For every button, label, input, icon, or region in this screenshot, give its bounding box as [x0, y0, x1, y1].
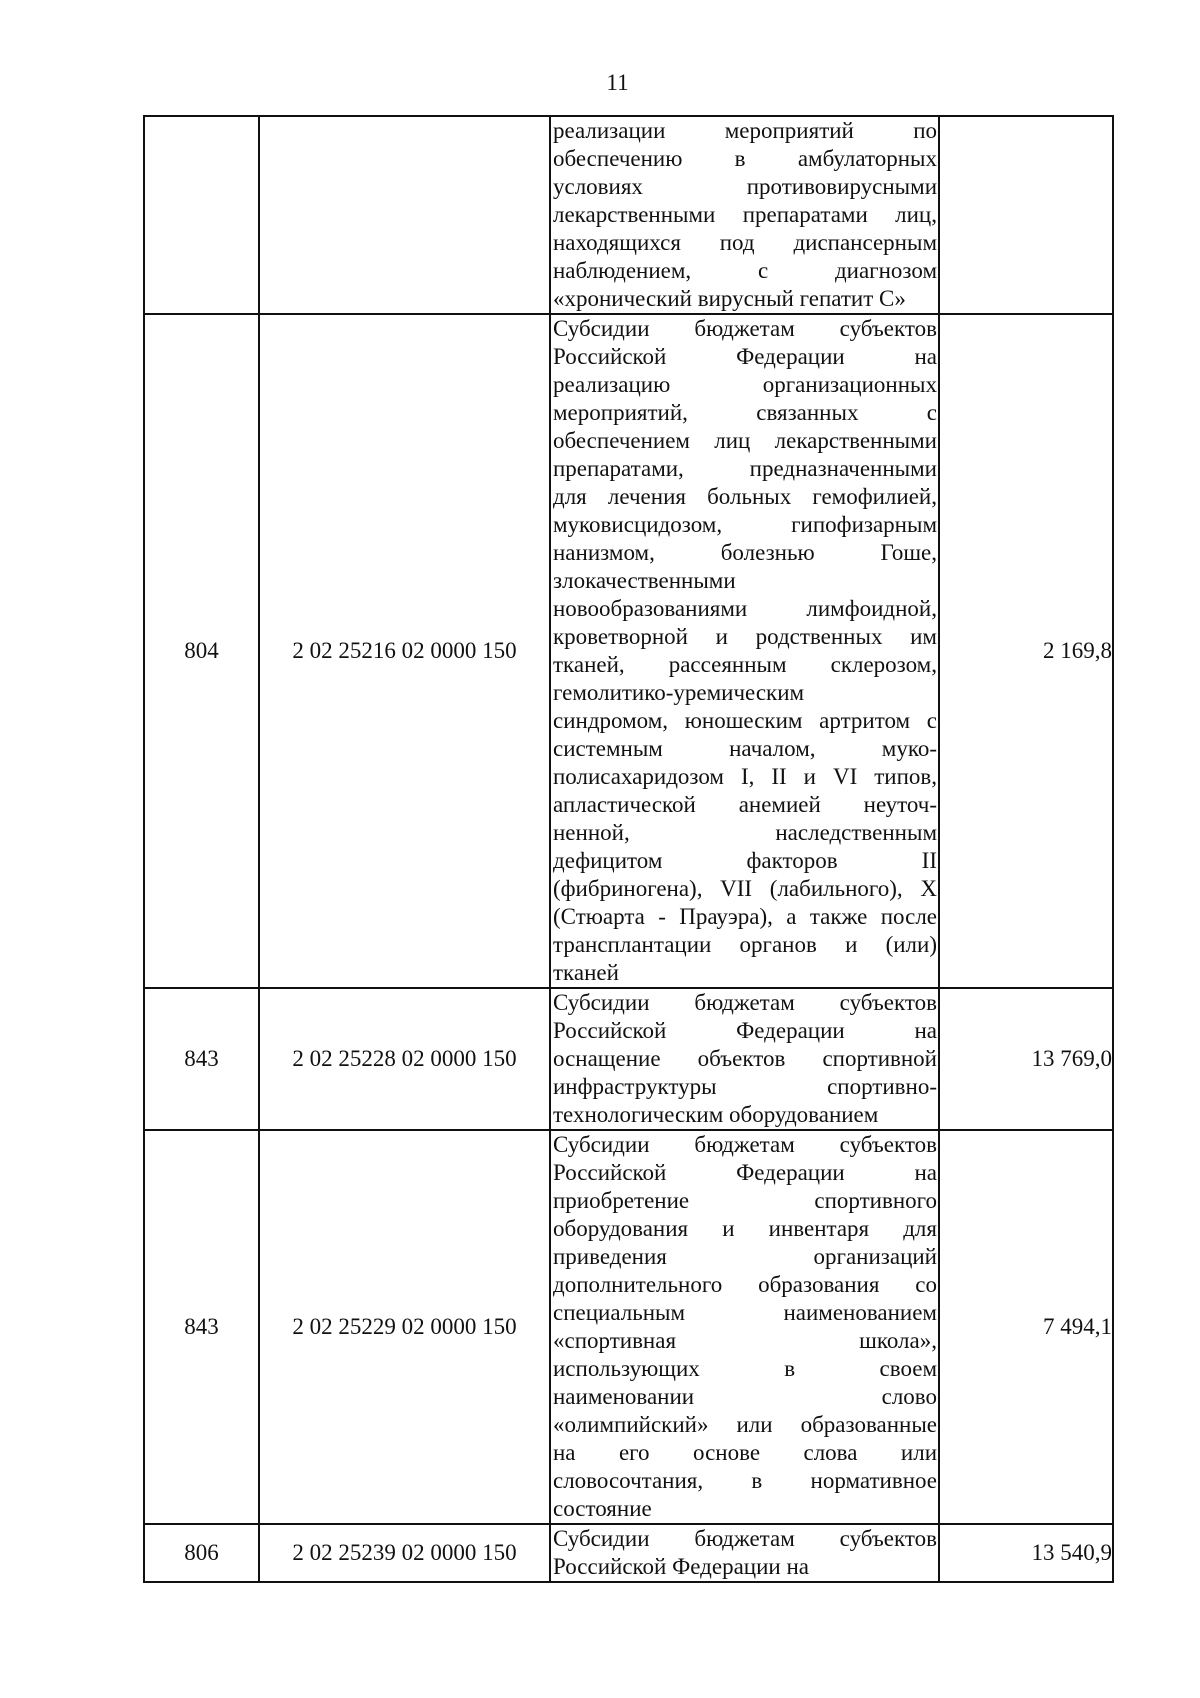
- income-name-line: приведения организаций: [553, 1244, 937, 1269]
- income-name-line: Субсидии бюджетам субъектов: [553, 990, 937, 1015]
- admin-code-cell: [144, 116, 259, 314]
- table-row: [144, 1130, 1113, 1524]
- income-name-line: оборудования и инвентаря для: [553, 1216, 937, 1241]
- income-name-line: тканей: [553, 960, 619, 985]
- admin-code-cell: 804: [144, 314, 259, 988]
- income-name-cell: [550, 314, 939, 988]
- income-name-line: наблюдением, с диагнозом: [553, 258, 937, 283]
- income-name-line: дополнительного образования со: [553, 1272, 937, 1297]
- income-name-line: новообразованиями лимфоидной,: [553, 596, 937, 621]
- amount-cell: 2 169,8: [939, 314, 1113, 988]
- income-name-cell: [550, 988, 939, 1130]
- income-name-line: технологическим оборудованием: [553, 1102, 879, 1127]
- admin-code-cell: 843: [144, 1130, 259, 1524]
- income-name-line: синдромом, юношеским артритом с: [553, 708, 937, 733]
- income-name-line: использующих в своем: [553, 1356, 937, 1381]
- income-name-line: трансплантации органов и (или): [553, 932, 937, 957]
- income-code-cell: 2 02 25216 02 0000 150: [259, 314, 550, 988]
- table-body: [144, 116, 1113, 1582]
- income-name-line: оснащение объектов спортивной: [553, 1046, 937, 1071]
- income-name-line: реализации мероприятий по: [553, 118, 937, 143]
- income-name-line: специальным наименованием: [553, 1300, 937, 1325]
- amount-cell: 7 494,1: [939, 1130, 1113, 1524]
- income-name-line: «спортивная школа»,: [553, 1328, 937, 1353]
- table-row: [144, 1524, 1113, 1582]
- budget-table: [143, 115, 1114, 1583]
- amount-cell: 13 769,0: [939, 988, 1113, 1130]
- income-name-line: Субсидии бюджетам субъектов: [553, 1526, 937, 1551]
- income-name-line: нанизмом, болезнью Гоше,: [553, 540, 937, 565]
- income-name-line: «хронический вирусный гепатит С»: [553, 286, 906, 311]
- income-name-line: на его основе слова или: [553, 1440, 937, 1465]
- income-name-line: злокачественными: [553, 568, 736, 593]
- income-name-line: (Стюарта - Прауэра), а также после: [553, 904, 937, 929]
- income-name-cell: [550, 1524, 939, 1582]
- income-code-cell: 2 02 25239 02 0000 150: [259, 1524, 550, 1582]
- income-name-line: обеспечению в амбулаторных: [553, 146, 937, 171]
- income-name-line: Субсидии бюджетам субъектов: [553, 1132, 937, 1157]
- income-name-line: кроветворной и родственных им: [553, 624, 937, 649]
- page-number: 11: [606, 70, 629, 95]
- table-row: [144, 116, 1113, 314]
- income-name-line: тканей, рассеянным склерозом,: [553, 652, 937, 677]
- income-code-cell: [259, 116, 550, 314]
- income-name-line: «олимпийский» или образованные: [553, 1412, 937, 1437]
- amount-cell: 13 540,9: [939, 1524, 1113, 1582]
- income-name-line: приобретение спортивного: [553, 1188, 937, 1213]
- table-row: [144, 988, 1113, 1130]
- income-name-line: Российской Федерации на: [553, 1554, 809, 1579]
- income-name-line: лекарственными препаратами лиц,: [553, 202, 937, 227]
- income-name-line: Российской Федерации на: [553, 344, 937, 369]
- income-name-line: муковисцидозом, гипофизарным: [553, 512, 937, 537]
- income-name-line: гемолитико-уремическим: [553, 680, 805, 705]
- income-name-line: обеспечением лиц лекарственными: [553, 428, 937, 453]
- income-name-line: реализацию организационных: [553, 372, 937, 397]
- income-name-line: Субсидии бюджетам субъектов: [553, 316, 937, 341]
- income-name-line: полисахаридозом I, II и VI типов,: [553, 764, 937, 789]
- income-name-line: системным началом, муко-: [553, 736, 937, 761]
- table-row: [144, 314, 1113, 988]
- income-name-cell: [550, 116, 939, 314]
- income-name-line: состояние: [553, 1496, 652, 1521]
- income-name-line: словосочтания, в нормативное: [553, 1468, 937, 1493]
- income-name-line: ненной, наследственным: [553, 820, 937, 845]
- income-name-line: препаратами, предназначенными: [553, 456, 937, 481]
- income-name-line: наименовании слово: [553, 1384, 937, 1409]
- income-name-line: инфраструктуры спортивно-: [553, 1074, 937, 1099]
- income-name-line: мероприятий, связанных с: [553, 400, 937, 425]
- income-code-cell: 2 02 25229 02 0000 150: [259, 1130, 550, 1524]
- income-name-line: Российской Федерации на: [553, 1018, 937, 1043]
- income-name-line: Российской Федерации на: [553, 1160, 937, 1185]
- income-code-cell: 2 02 25228 02 0000 150: [259, 988, 550, 1130]
- income-name-line: для лечения больных гемофилией,: [553, 484, 937, 509]
- income-name-line: апластической анемией неуточ-: [553, 792, 937, 817]
- income-name-line: условиях противовирусными: [553, 174, 937, 199]
- admin-code-cell: 806: [144, 1524, 259, 1582]
- amount-cell: [939, 116, 1113, 314]
- income-name-line: дефицитом факторов II: [553, 848, 937, 873]
- income-name-line: находящихся под диспансерным: [553, 230, 937, 255]
- admin-code-cell: 843: [144, 988, 259, 1130]
- income-name-cell: [550, 1130, 939, 1524]
- income-name-line: (фибриногена), VII (лабильного), X: [553, 876, 937, 901]
